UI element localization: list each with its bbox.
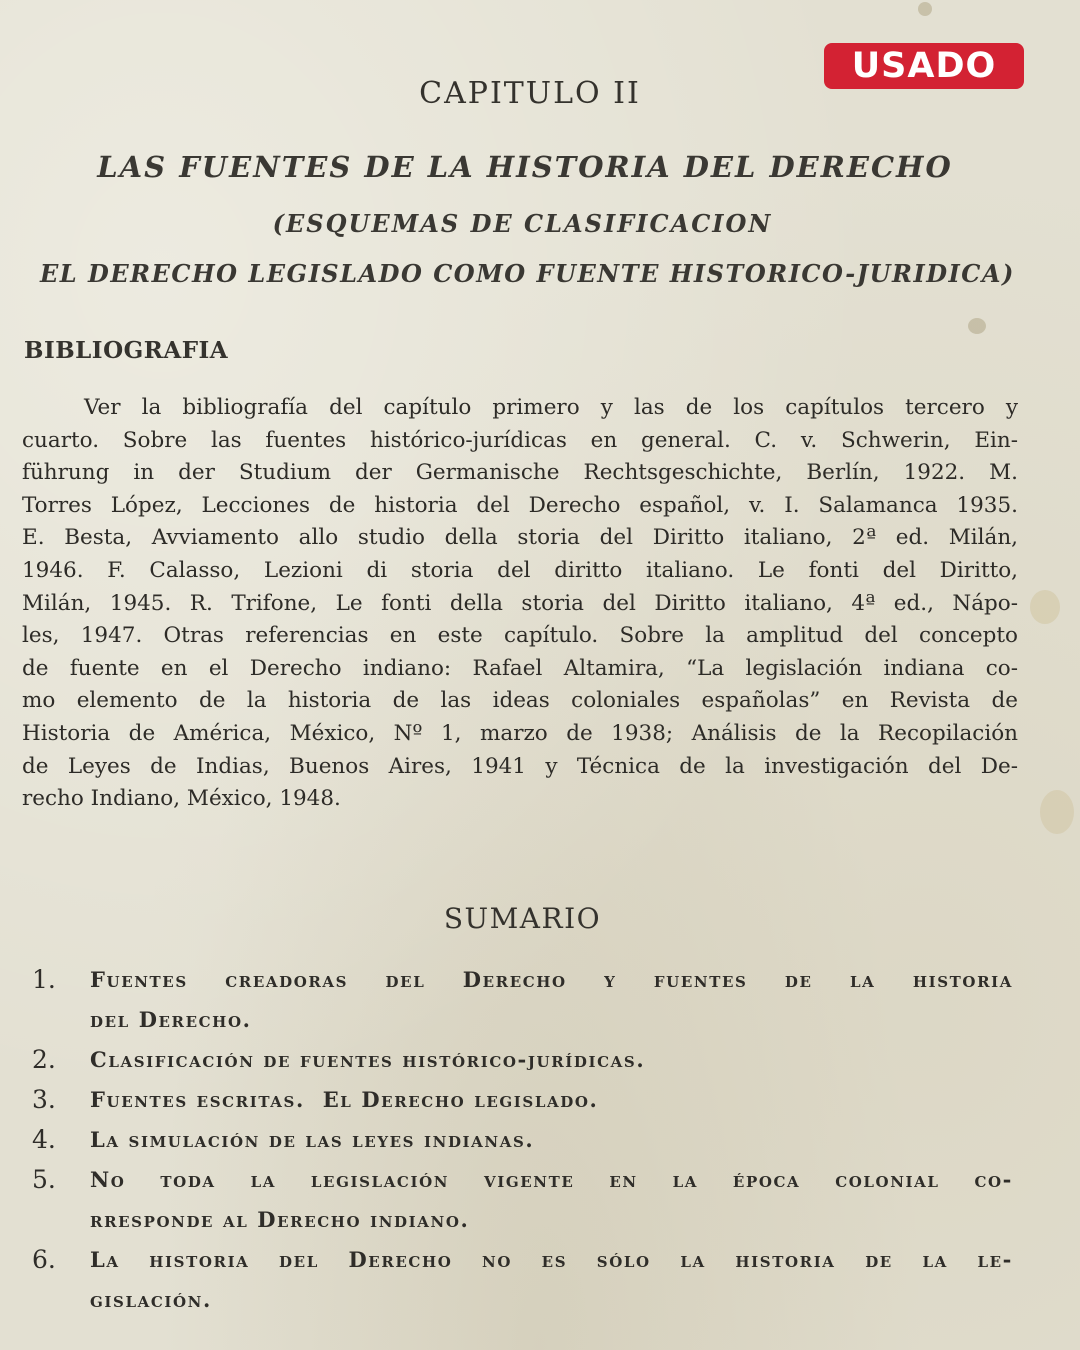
bibliography-line: E. Besta, Avviamento allo studio della storia del Diritto italiano, 2ª ed. Milán, bbox=[22, 525, 1018, 551]
bibliography-line: 1946. F. Calasso, Lezioni di storia del diritto italiano. Le fonti del Diritto, bbox=[22, 557, 1018, 583]
summary-item-number: 2. bbox=[32, 1045, 56, 1074]
summary-item bbox=[28, 960, 1013, 1040]
bibliography-line: Torres López, Lecciones de historia del Derecho español, v. I. Salamanca 1935. bbox=[22, 492, 1018, 518]
bibliography-line: führung in der Studium der Germanische Rechtsgeschichte, Berlín, 1922. M. bbox=[22, 460, 1018, 486]
summary-item bbox=[28, 1080, 1013, 1120]
summary-item bbox=[28, 1240, 1013, 1320]
bibliography-line: de fuente en el Derecho indiano: Rafael Altamira, “La legislación indiana co- bbox=[22, 655, 1018, 681]
summary-item-text: La simulación de las leyes indianas. bbox=[90, 1127, 535, 1152]
summary-item-text: No toda la legislación vigente en la época colonial co- bbox=[90, 1167, 1013, 1192]
used-badge: USADO bbox=[824, 43, 1024, 89]
summary-item-number: 6. bbox=[32, 1245, 56, 1274]
summary-list bbox=[28, 960, 1013, 1320]
summary-item-number: 4. bbox=[32, 1125, 56, 1154]
summary-item-text: Fuentes escritas. El Derecho legislado. bbox=[90, 1087, 599, 1112]
summary-item bbox=[28, 1040, 1013, 1080]
summary-item-text-continued: rresponde al Derecho indiano. bbox=[90, 1207, 470, 1232]
summary-item-text: Fuentes creadoras del Derecho y fuentes de la historia bbox=[90, 967, 1013, 992]
bibliography-line: Historia de América, México, Nº 1, marzo de 1938; Análisis de la Recopilación bbox=[22, 720, 1018, 746]
bibliography-line: cuarto. Sobre las fuentes histórico-jurídicas en general. C. v. Schwerin, Ein- bbox=[22, 427, 1018, 453]
bibliography-line: de Leyes de Indias, Buenos Aires, 1941 y Técnica de la investigación del De- bbox=[22, 753, 1018, 779]
bibliography-line: Milán, 1945. R. Trifone, Le fonti della storia del Diritto italiano, 4ª ed., Nápo- bbox=[22, 590, 1018, 616]
paper-stain bbox=[918, 2, 932, 16]
summary-item-text: La historia del Derecho no es sólo la historia de la le- bbox=[90, 1247, 1013, 1272]
summary-item-number: 1. bbox=[32, 965, 56, 994]
chapter-subtitle-2: EL DERECHO LEGISLADO COMO FUENTE HISTORICO-JURIDICA) bbox=[40, 259, 1015, 288]
bibliography-line: les, 1947. Otras referencias en este capítulo. Sobre la amplitud del concepto bbox=[22, 623, 1018, 649]
paper-stain bbox=[1040, 790, 1074, 834]
bibliography-line: recho Indiano, México, 1948. bbox=[22, 786, 341, 812]
bibliography-heading: BIBLIOGRAFIA bbox=[24, 337, 229, 364]
summary-item-text-continued: del Derecho. bbox=[90, 1007, 252, 1032]
paper-stain bbox=[968, 318, 986, 334]
summary-item-number: 5. bbox=[32, 1165, 56, 1194]
summary-item-text: Clasificación de fuentes histórico-jurídicas. bbox=[90, 1047, 646, 1072]
chapter-subtitle-1: (ESQUEMAS DE CLASIFICACION bbox=[272, 209, 773, 238]
summary-item-number: 3. bbox=[32, 1085, 56, 1114]
bibliography-line: Ver la bibliografía del capítulo primero y las de los capítulos tercero y bbox=[84, 395, 1018, 420]
summary-heading: SUMARIO bbox=[443, 902, 602, 935]
bibliography-line: mo elemento de la historia de las ideas coloniales españolas” en Revista de bbox=[22, 688, 1018, 714]
chapter-heading: CAPITULO II bbox=[419, 76, 641, 111]
bibliography-paragraph bbox=[22, 392, 1018, 816]
paper-stain bbox=[1030, 590, 1060, 624]
summary-item bbox=[28, 1160, 1013, 1240]
chapter-title: LAS FUENTES DE LA HISTORIA DEL DERECHO bbox=[97, 150, 953, 184]
summary-item-text-continued: gislación. bbox=[90, 1287, 212, 1312]
summary-item bbox=[28, 1120, 1013, 1160]
